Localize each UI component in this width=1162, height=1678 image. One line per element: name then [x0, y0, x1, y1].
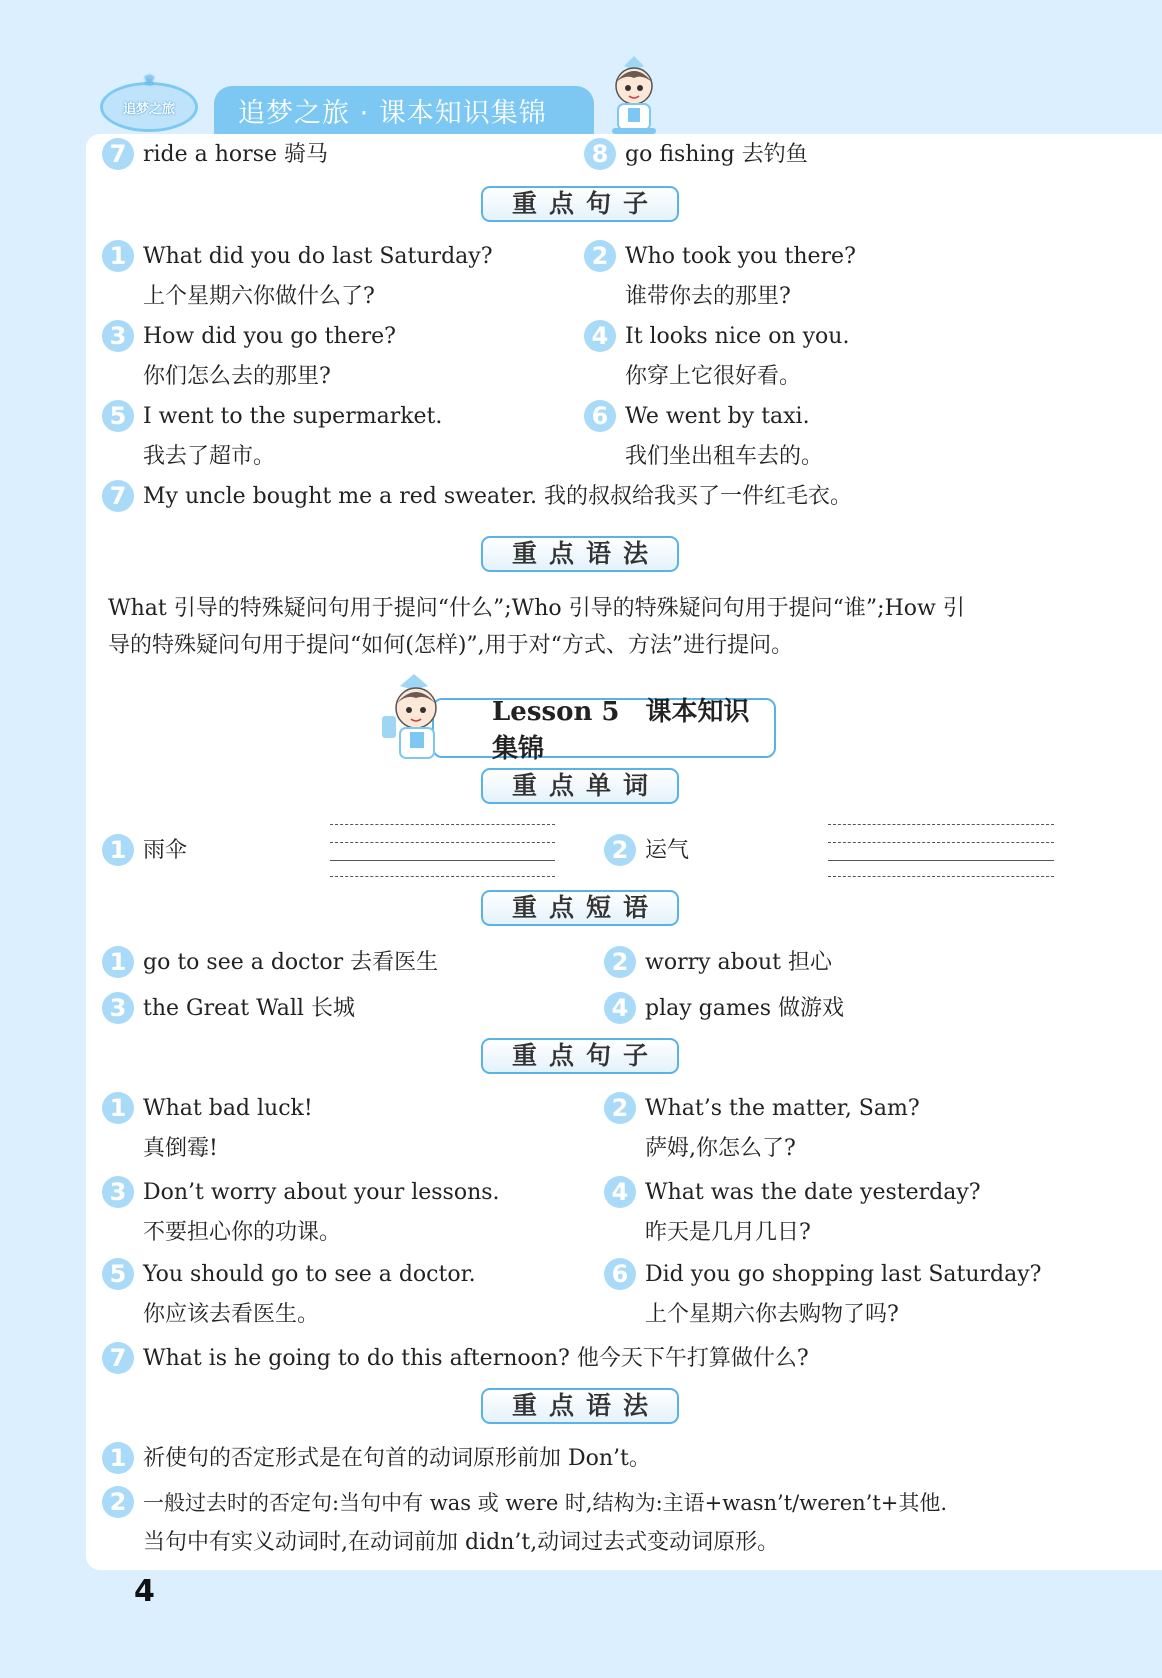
- section-heading-sentences: 重点句子: [481, 186, 679, 222]
- sentence-en: What did you do last Saturday?: [143, 244, 493, 269]
- grammar-text: What 引导的特殊疑问句用于提问“什么”;Who 引导的特殊疑问句用于提问“谁”;How 引: [108, 596, 965, 621]
- sentence-zh: 上个星期六你去购物了吗?: [645, 1302, 899, 1327]
- sentence-en: I went to the supermarket.: [143, 404, 443, 429]
- number-badge: 3: [102, 320, 134, 352]
- brand-logo: [100, 73, 198, 132]
- section-heading-words: 重点单词: [481, 768, 679, 804]
- mascot-icon: [378, 670, 460, 762]
- number-badge: 2: [604, 946, 636, 978]
- number-badge: 6: [584, 400, 616, 432]
- page-number: 4: [134, 1574, 155, 1609]
- sentence-zh: 我去了超市。: [143, 444, 276, 469]
- phrase-text: the Great Wall 长城: [143, 996, 355, 1021]
- word-text: 运气: [645, 838, 690, 863]
- phrase-text: go fishing 去钓鱼: [625, 142, 808, 167]
- number-badge: 4: [604, 1176, 636, 1208]
- writing-line: [828, 876, 1054, 877]
- number-badge: 1: [102, 946, 134, 978]
- grammar-text: 当句中有实义动词时,在动词前加 didn’t,动词过去式变动词原形。: [143, 1530, 780, 1555]
- word-text: 雨伞: [143, 838, 188, 863]
- sentence-en: How did you go there?: [143, 324, 396, 349]
- sentence-zh: 我们坐出租车去的。: [625, 444, 824, 469]
- sentence-zh: 萨姆,你怎么了?: [645, 1136, 796, 1161]
- sentence-zh: 真倒霉!: [143, 1136, 218, 1161]
- number-badge: 4: [584, 320, 616, 352]
- number-badge: 5: [102, 1258, 134, 1290]
- number-badge: 1: [102, 1092, 134, 1124]
- sentence-zh: 你应该去看医生。: [143, 1302, 320, 1327]
- sentence-en: Don’t worry about your lessons.: [143, 1180, 500, 1205]
- number-badge: 3: [102, 992, 134, 1024]
- sentence-en: What is he going to do this afternoon? 他今天下午打算做什么?: [143, 1346, 809, 1371]
- number-badge: 1: [102, 240, 134, 272]
- sentence-en: We went by taxi.: [625, 404, 810, 429]
- lesson-title-text: Lesson 5 课本知识集锦: [492, 697, 750, 764]
- sentence-en: What bad luck!: [143, 1096, 313, 1121]
- header-title: 追梦之旅 · 课本知识集锦: [214, 86, 594, 134]
- crown-icon: ♛: [143, 73, 156, 89]
- phrase-text: go to see a doctor 去看医生: [143, 950, 439, 975]
- writing-line: [828, 824, 1054, 825]
- section-heading-sentences: 重点句子: [481, 1038, 679, 1074]
- sentence-en: What was the date yesterday?: [645, 1180, 981, 1205]
- sentence-en: What’s the matter, Sam?: [645, 1096, 920, 1121]
- number-badge: 3: [102, 1176, 134, 1208]
- writing-line: [828, 860, 1054, 861]
- section-heading-grammar: 重点语法: [481, 536, 679, 572]
- writing-line: [330, 876, 555, 877]
- number-badge: 7: [102, 1342, 134, 1374]
- grammar-text: 一般过去时的否定句:当句中有 was 或 were 时,结构为:主语+wasn’t/weren’t+其他.: [143, 1491, 948, 1515]
- section-heading-phrases: 重点短语: [481, 890, 679, 926]
- number-badge: 7: [102, 480, 134, 512]
- writing-line: [828, 842, 1054, 843]
- sentence-en: Did you go shopping last Saturday?: [645, 1262, 1042, 1287]
- grammar-text: 祈使句的否定形式是在句首的动词原形前加 Don’t。: [143, 1446, 651, 1471]
- section-heading-grammar: 重点语法: [481, 1388, 679, 1424]
- number-badge: 2: [102, 1486, 134, 1518]
- mascot-icon: [598, 52, 670, 136]
- number-badge: 6: [604, 1258, 636, 1290]
- number-badge: 4: [604, 992, 636, 1024]
- sentence-en: Who took you there?: [625, 244, 856, 269]
- sentence-zh: 你们怎么去的那里?: [143, 364, 331, 389]
- sentence-zh: 你穿上它很好看。: [625, 364, 802, 389]
- sentence-zh: 昨天是几月几日?: [645, 1220, 811, 1245]
- lesson-title: [432, 697, 776, 764]
- writing-line: [330, 860, 555, 861]
- sentence-en: You should go to see a doctor.: [143, 1262, 476, 1287]
- number-badge: 2: [584, 240, 616, 272]
- sentence-en: It looks nice on you.: [625, 324, 850, 349]
- sentence-zh: 谁带你去的那里?: [625, 284, 791, 309]
- number-badge: 8: [584, 138, 616, 170]
- sentence-zh: 不要担心你的功课。: [143, 1220, 342, 1245]
- number-badge: 1: [102, 834, 134, 866]
- sentence-zh: 上个星期六你做什么了?: [143, 284, 375, 309]
- sentence-en: My uncle bought me a red sweater. 我的叔叔给我买了一件红毛衣。: [143, 484, 853, 509]
- number-badge: 2: [604, 834, 636, 866]
- logo-text: 追梦之旅: [122, 101, 175, 117]
- grammar-text: 导的特殊疑问句用于提问“如何(怎样)”,用于对“方式、方法”进行提问。: [108, 633, 794, 658]
- number-badge: 5: [102, 400, 134, 432]
- number-badge: 1: [102, 1442, 134, 1474]
- number-badge: 2: [604, 1092, 636, 1124]
- phrase-text: worry about 担心: [645, 950, 832, 975]
- writing-line: [330, 842, 555, 843]
- number-badge: 7: [102, 138, 134, 170]
- writing-line: [330, 824, 555, 825]
- phrase-text: ride a horse 骑马: [143, 142, 328, 167]
- phrase-text: play games 做游戏: [645, 996, 845, 1021]
